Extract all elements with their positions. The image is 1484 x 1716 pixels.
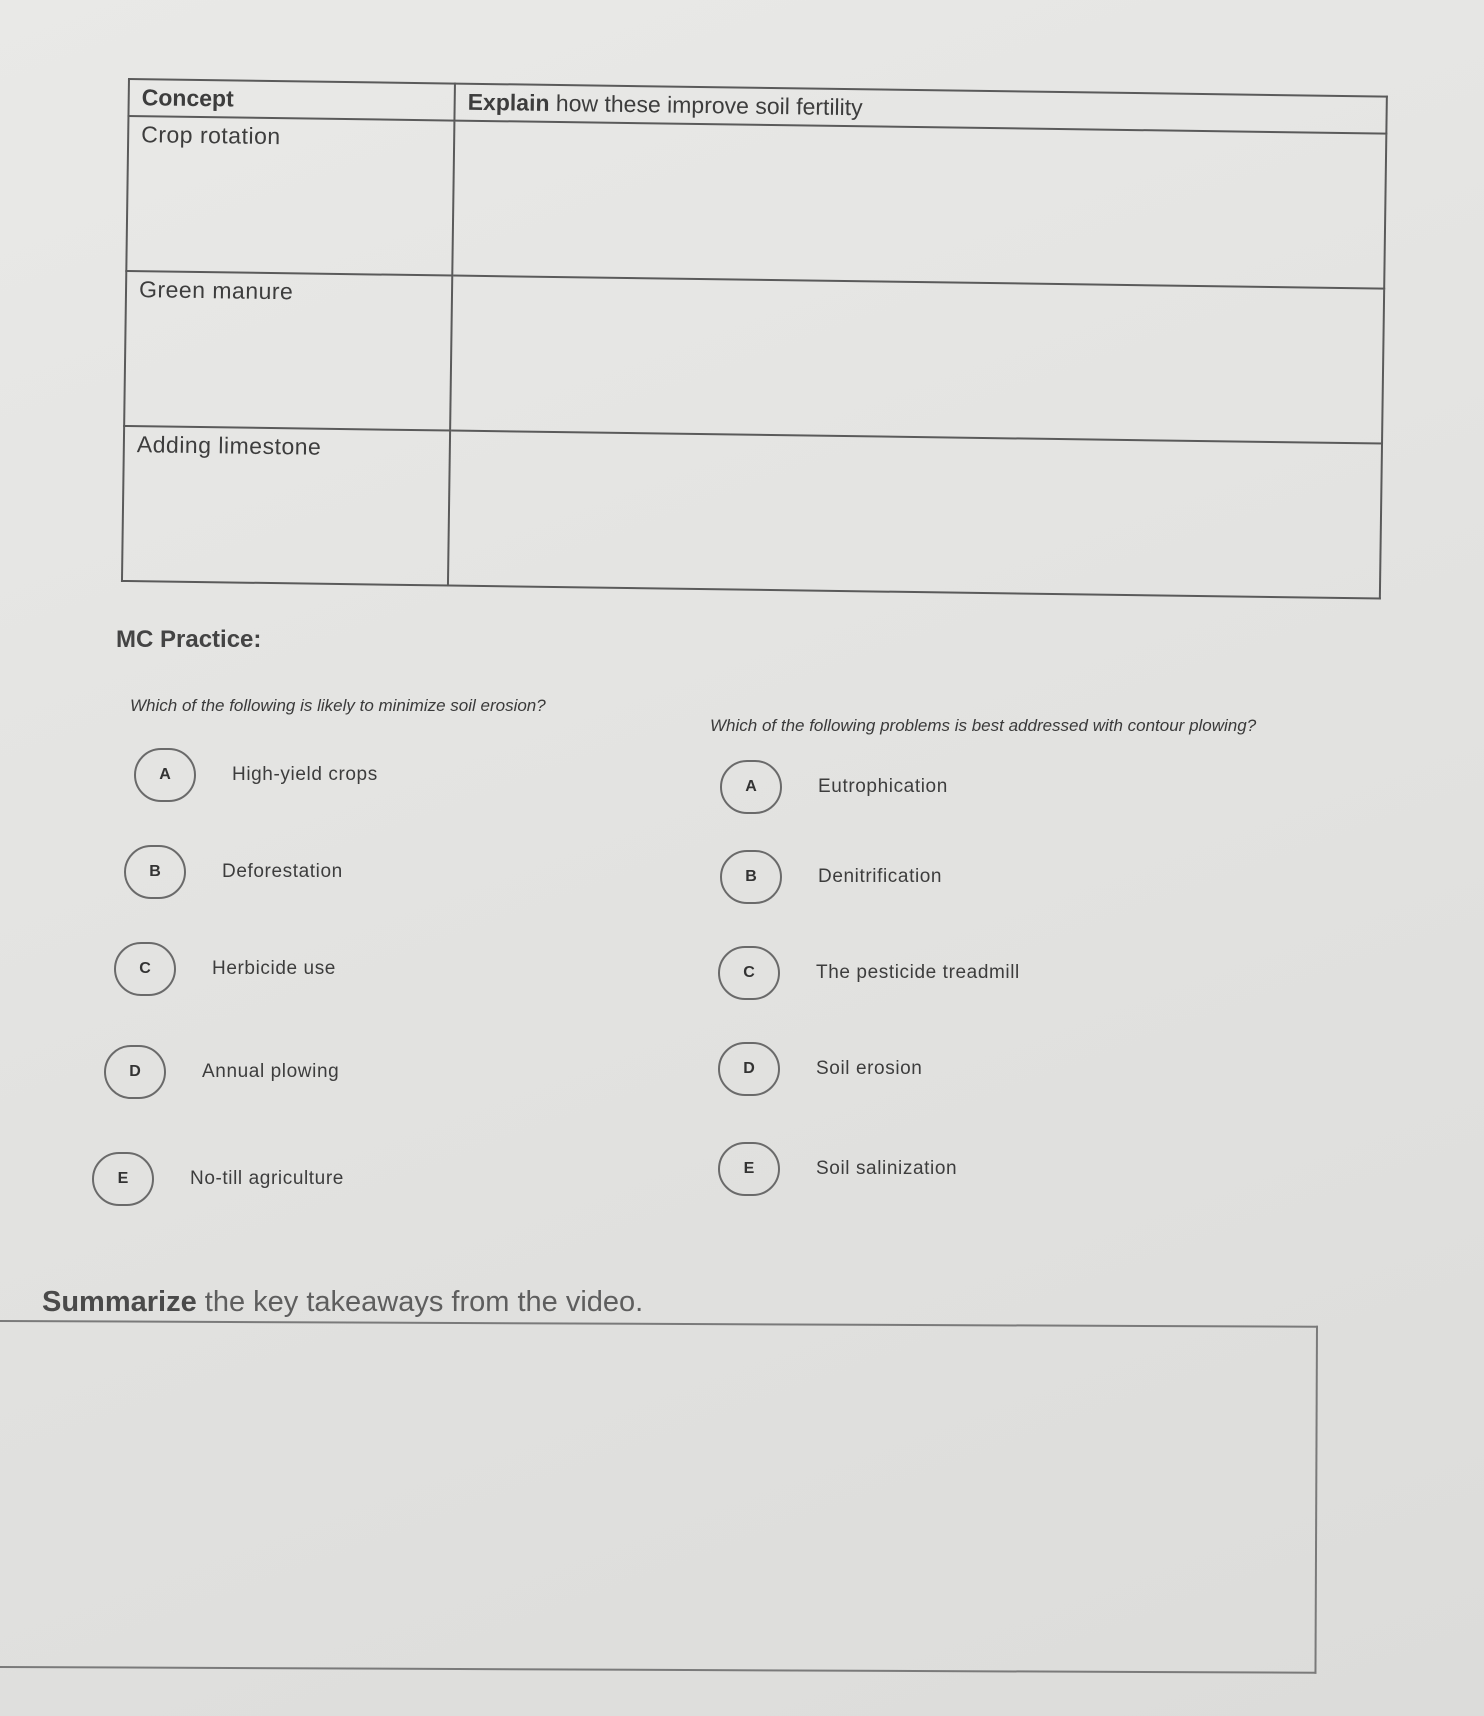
header-explain-bold: Explain bbox=[467, 88, 550, 116]
q2-option-b[interactable] bbox=[720, 850, 942, 904]
q2-option-a[interactable] bbox=[720, 760, 948, 814]
answer-bubble[interactable]: D bbox=[104, 1045, 166, 1099]
answer-bubble[interactable]: B bbox=[720, 850, 782, 904]
option-label: Soil salinization bbox=[816, 1158, 958, 1179]
option-label: High-yield crops bbox=[232, 764, 378, 785]
answer-bubble[interactable]: D bbox=[718, 1042, 780, 1096]
table-row bbox=[122, 426, 1382, 599]
answer-bubble[interactable]: A bbox=[720, 760, 782, 814]
answer-cell[interactable] bbox=[448, 431, 1382, 599]
summary-prompt bbox=[42, 1286, 643, 1319]
header-explain-rest: how these improve soil fertility bbox=[549, 89, 863, 121]
q2-option-d[interactable] bbox=[718, 1042, 922, 1096]
question-2-text: Which of the following problems is best addressed with contour plowing? bbox=[710, 716, 1257, 735]
answer-bubble[interactable]: E bbox=[718, 1142, 780, 1196]
answer-cell[interactable] bbox=[452, 121, 1386, 289]
table-row bbox=[124, 271, 1384, 444]
option-label: Annual plowing bbox=[202, 1061, 340, 1082]
option-label: Deforestation bbox=[222, 861, 343, 882]
answer-bubble[interactable]: C bbox=[718, 946, 780, 1000]
mc-practice-title: MC Practice: bbox=[116, 626, 262, 653]
summary-answer-box[interactable] bbox=[0, 1320, 1318, 1674]
q1-option-e[interactable] bbox=[92, 1152, 344, 1206]
answer-bubble[interactable]: C bbox=[114, 942, 176, 996]
summary-prompt-bold: Summarize bbox=[42, 1286, 197, 1318]
concept-cell: Green manure bbox=[124, 271, 452, 431]
option-label: No-till agriculture bbox=[190, 1168, 344, 1189]
summary-prompt-rest: the key takeaways from the video. bbox=[196, 1286, 644, 1318]
option-label: The pesticide treadmill bbox=[816, 962, 1020, 983]
question-1-text: Which of the following is likely to minimize soil erosion? bbox=[130, 696, 546, 715]
q1-option-a[interactable] bbox=[134, 748, 378, 802]
answer-bubble[interactable]: B bbox=[124, 845, 186, 899]
table-row bbox=[126, 116, 1386, 289]
q2-option-e[interactable] bbox=[718, 1142, 957, 1196]
concept-cell: Crop rotation bbox=[126, 116, 454, 276]
answer-cell[interactable] bbox=[450, 276, 1384, 444]
q1-option-c[interactable] bbox=[114, 942, 336, 996]
concept-cell: Adding limestone bbox=[122, 426, 450, 586]
concept-table bbox=[121, 78, 1388, 600]
option-label: Denitrification bbox=[818, 866, 943, 887]
option-label: Soil erosion bbox=[816, 1058, 923, 1079]
answer-bubble[interactable]: A bbox=[134, 748, 196, 802]
q1-option-b[interactable] bbox=[124, 845, 343, 899]
q2-option-c[interactable] bbox=[718, 946, 1020, 1000]
header-concept: Concept bbox=[128, 79, 454, 121]
option-label: Eutrophication bbox=[818, 776, 948, 797]
option-label: Herbicide use bbox=[212, 958, 336, 979]
q1-option-d[interactable] bbox=[104, 1045, 339, 1099]
answer-bubble[interactable]: E bbox=[92, 1152, 154, 1206]
